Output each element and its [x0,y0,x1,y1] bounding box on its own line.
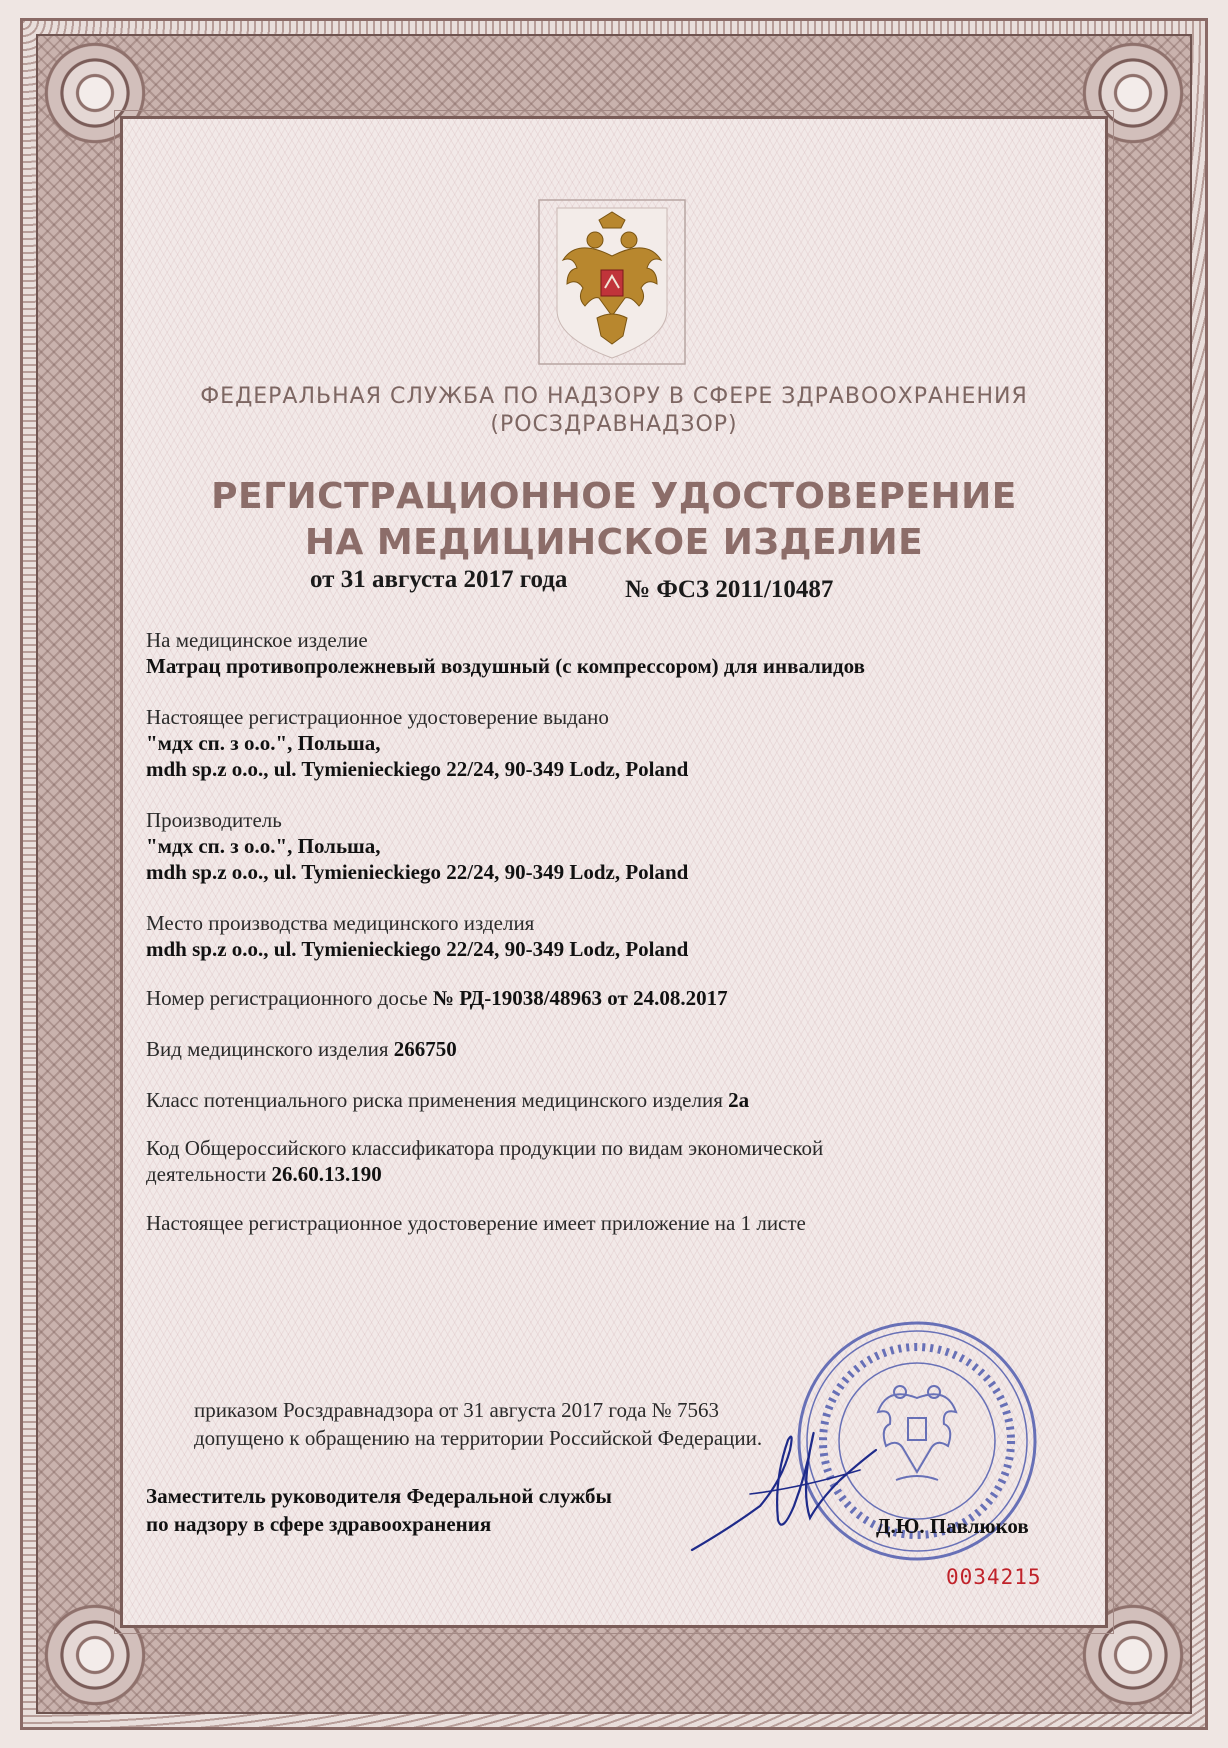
device-type-line [146,1036,457,1062]
certificate-date: от 31 августа 2017 года [310,566,568,593]
okpd-line2 [146,1161,382,1187]
order-reference: приказом Росздравнадзора от 31 августа 2017 года № 7563 [194,1398,719,1422]
dossier-label: Номер регистрационного досье [146,986,428,1010]
production-site-label: Место производства медицинского изделия [146,911,535,935]
risk-class-label: Класс потенциального риска применения медицинского изделия [146,1088,723,1112]
issued-to-address: mdh sp.z o.o., ul. Tymienieckiego 22/24, 90-349 Lodz, Poland [146,757,689,781]
device-type-label: Вид медицинского изделия [146,1037,389,1061]
signatory-title-line2: по надзору в сфере здравоохранения [146,1512,492,1536]
manufacturer-name: "мдх сп. з о.о.", Польша, [146,834,381,858]
okpd-value: 26.60.13.190 [271,1162,382,1186]
device-type-value: 266750 [393,1037,457,1061]
circulation-permission: допущено к обращению на территории Российской Федерации. [194,1426,763,1450]
dossier-line [146,985,728,1011]
agency-name: ФЕДЕРАЛЬНАЯ СЛУЖБА ПО НАДЗОРУ В СФЕРЕ ЗДРАВООХРАНЕНИЯ [200,384,1028,409]
handwritten-signature [690,1410,880,1560]
risk-class-value: 2а [728,1088,750,1112]
agency-abbreviation: (РОСЗДРАВНАДЗОР) [490,412,738,437]
certificate-header [150,566,1078,606]
manufacturer-label: Производитель [146,808,282,832]
certificate-number: № ФСЗ 2011/10487 [625,576,834,603]
double-headed-eagle-emblem-icon [537,198,687,366]
device-label: На медицинское изделие [146,628,368,652]
signatory-title-line1: Заместитель руководителя Федеральной службы [146,1484,612,1508]
production-site-address: mdh sp.z o.o., ul. Tymienieckiego 22/24, 90-349 Lodz, Poland [146,937,689,961]
dossier-value: № РД-19038/48963 от 24.08.2017 [432,986,728,1010]
risk-class-line [146,1087,749,1113]
document-title: РЕГИСТРАЦИОННОЕ УДОСТОВЕРЕНИЕ [211,476,1017,517]
device-name: Матрац противопролежневый воздушный (с компрессором) для инвалидов [146,654,865,678]
signatory-name: Д.Ю. Павлюков [876,1514,1029,1538]
issued-to-label: Настоящее регистрационное удостоверение выдано [146,705,609,729]
issued-to-name: "мдх сп. з о.о.", Польша, [146,731,381,755]
document-subtitle: НА МЕДИЦИНСКОЕ ИЗДЕЛИЕ [304,522,924,563]
okpd-label-line1: Код Общероссийского классификатора продукции по видам экономической [146,1136,824,1160]
serial-number: 0034215 [946,1565,1042,1589]
appendix-note: Настоящее регистрационное удостоверение имеет приложение на 1 листе [146,1211,806,1235]
okpd-label: деятельности [146,1162,267,1186]
manufacturer-address: mdh sp.z o.o., ul. Tymienieckiego 22/24, 90-349 Lodz, Poland [146,860,689,884]
